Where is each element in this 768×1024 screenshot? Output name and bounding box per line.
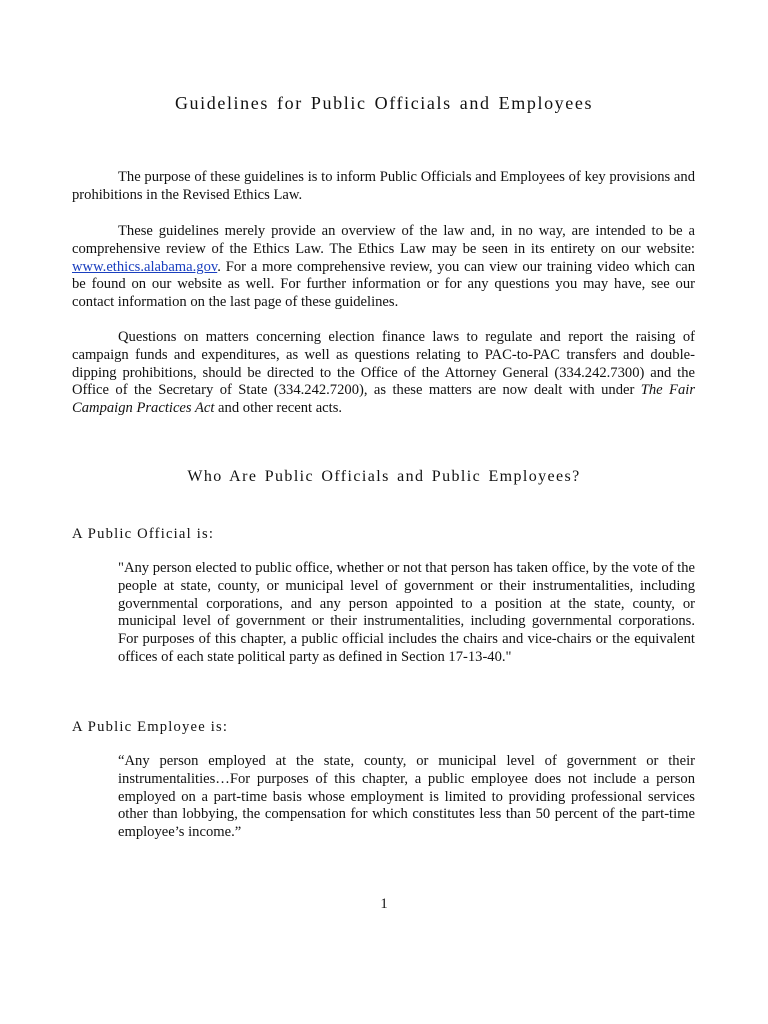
- public-employee-label: A Public Employee is:: [72, 719, 229, 735]
- fair-campaign-practices-act: The Fair Campaign Practices Act: [72, 382, 695, 417]
- election-text-before-italic: Questions on matters concerning election finance laws to regulate and report the raising of campaign funds and expenditures, as well as questions relating to PAC-to-PAC transfers and double-dipping prohibitions, should be directed to the Office of the Attorney General (334.242.7300) and the Office of the Secretary of State (334.242.7200), as these matters are now dealt with under: [72, 329, 695, 399]
- page-number: 1: [380, 896, 388, 912]
- overview-text-after-link: . For a more comprehensive review, you can view our training video which can be found on our website as well. For further information or for any questions you may have, see our contact information on the last page of these guidelines.: [72, 258, 695, 311]
- section-heading: Who Are Public Officials and Public Employees?: [187, 468, 581, 485]
- intro-paragraph-purpose: The purpose of these guidelines is to inform Public Officials and Employees of key provisions and prohibitions in the Revised Ethics Law.: [72, 169, 695, 203]
- intro-paragraph-overview: [72, 223, 695, 312]
- overview-text-before-link: These guidelines merely provide an overview of the law and, in no way, are intended to be a comprehensive review of the Ethics Law. The Ethics Law may be seen in its entirety on our website:: [72, 223, 695, 257]
- public-employee-definition: “Any person employed at the state, county, or municipal level of government or their instrumentalities…For purposes of this chapter, a public employee does not include a person employed on a part-time basis whose employment is limited to providing professional services other than lobbying, the compensation for which constitutes less than 50 percent of the part-time employee’s income.”: [118, 753, 695, 841]
- public-official-definition: "Any person elected to public office, whether or not that person has taken office, by the vote of the people at state, county, or municipal level of government or their instrumentalities, including governmental corporations, and any person appointed to a position at the state, county, or municipal level of government or their instrumentalities, including governmental corporations. For purposes of this chapter, a public official includes the chairs and vice-chairs or the equivalent offices of each state political party as defined in Section 17-13-40.": [118, 560, 695, 665]
- document-title: Guidelines for Public Officials and Employees: [174, 93, 594, 113]
- public-official-label: A Public Official is:: [72, 526, 215, 542]
- ethics-website-link[interactable]: www.ethics.alabama.gov: [72, 258, 218, 275]
- election-text-after-italic: and other recent acts.: [214, 400, 343, 417]
- intro-paragraph-election-finance: [72, 329, 695, 418]
